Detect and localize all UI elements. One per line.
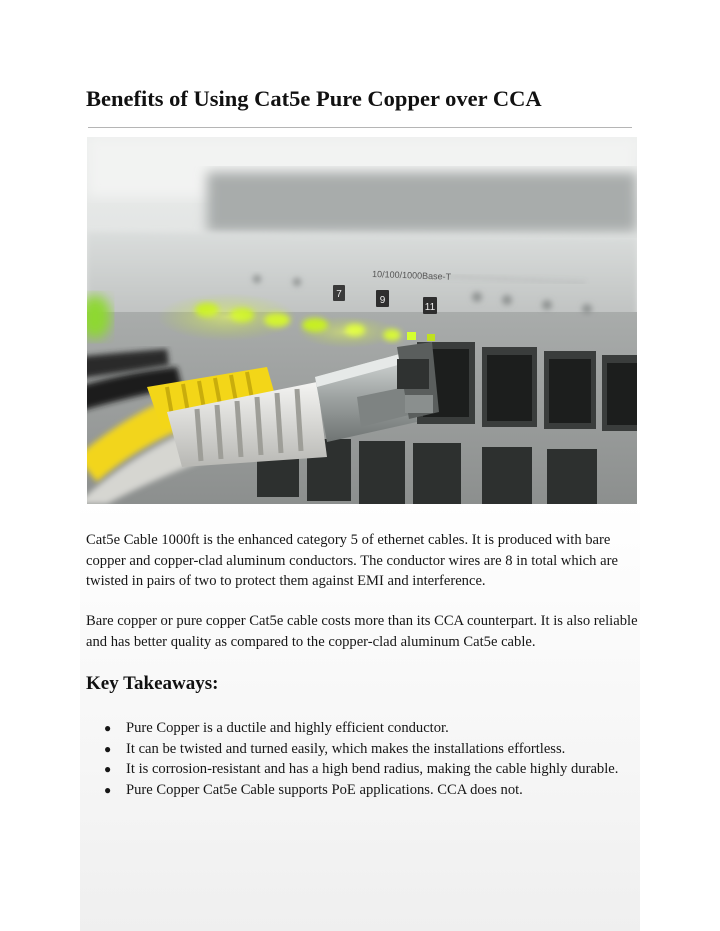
intro-paragraph: Cat5e Cable 1000ft is the enhanced category 5 of ethernet cables. It is produced with bare copper and copper-clad aluminum conductors. The conductor wires are 8 in total which are twisted in pairs of two to protect them against EMI and interference. <box>86 532 618 589</box>
bullet-icon: ● <box>104 721 112 735</box>
network-switch-photo <box>87 137 637 504</box>
bullet-icon: ● <box>104 741 112 756</box>
page-title: Benefits of Using Cat5e Pure Copper over CCA <box>86 86 542 111</box>
cost-paragraph: Bare copper or pure copper Cat5e cable costs more than its CCA counterpart. It is also reliable and has better quality as compared to the copper-clad aluminum Cat5e cable. <box>86 613 638 650</box>
key-takeaways-list <box>104 718 624 800</box>
switch-label-text: 10/100/1000Base-T <box>371 269 452 282</box>
list-item-text: It can be twisted and turned easily, which makes the installations effortless. <box>126 740 566 757</box>
list-item <box>104 759 624 780</box>
list-item <box>104 718 624 739</box>
list-item-text: Pure Copper Cat5e Cable supports PoE applications. CCA does not. <box>126 781 523 798</box>
bullet-icon: ● <box>104 762 112 776</box>
list-item-text: It is corrosion-resistant and has a high bend radius, making the cable highly durable. <box>126 761 619 777</box>
bullet-icon: ● <box>104 782 112 797</box>
port-number-11: 11 <box>424 302 436 313</box>
title-divider <box>88 127 632 128</box>
list-item-text: Pure Copper is a ductile and highly efficient conductor. <box>126 720 449 736</box>
key-takeaways-heading: Key Takeaways: <box>86 673 219 694</box>
port-number-9: 9 <box>379 295 386 306</box>
port-number-7: 7 <box>336 289 342 300</box>
list-item <box>104 739 624 760</box>
list-item <box>104 780 624 801</box>
